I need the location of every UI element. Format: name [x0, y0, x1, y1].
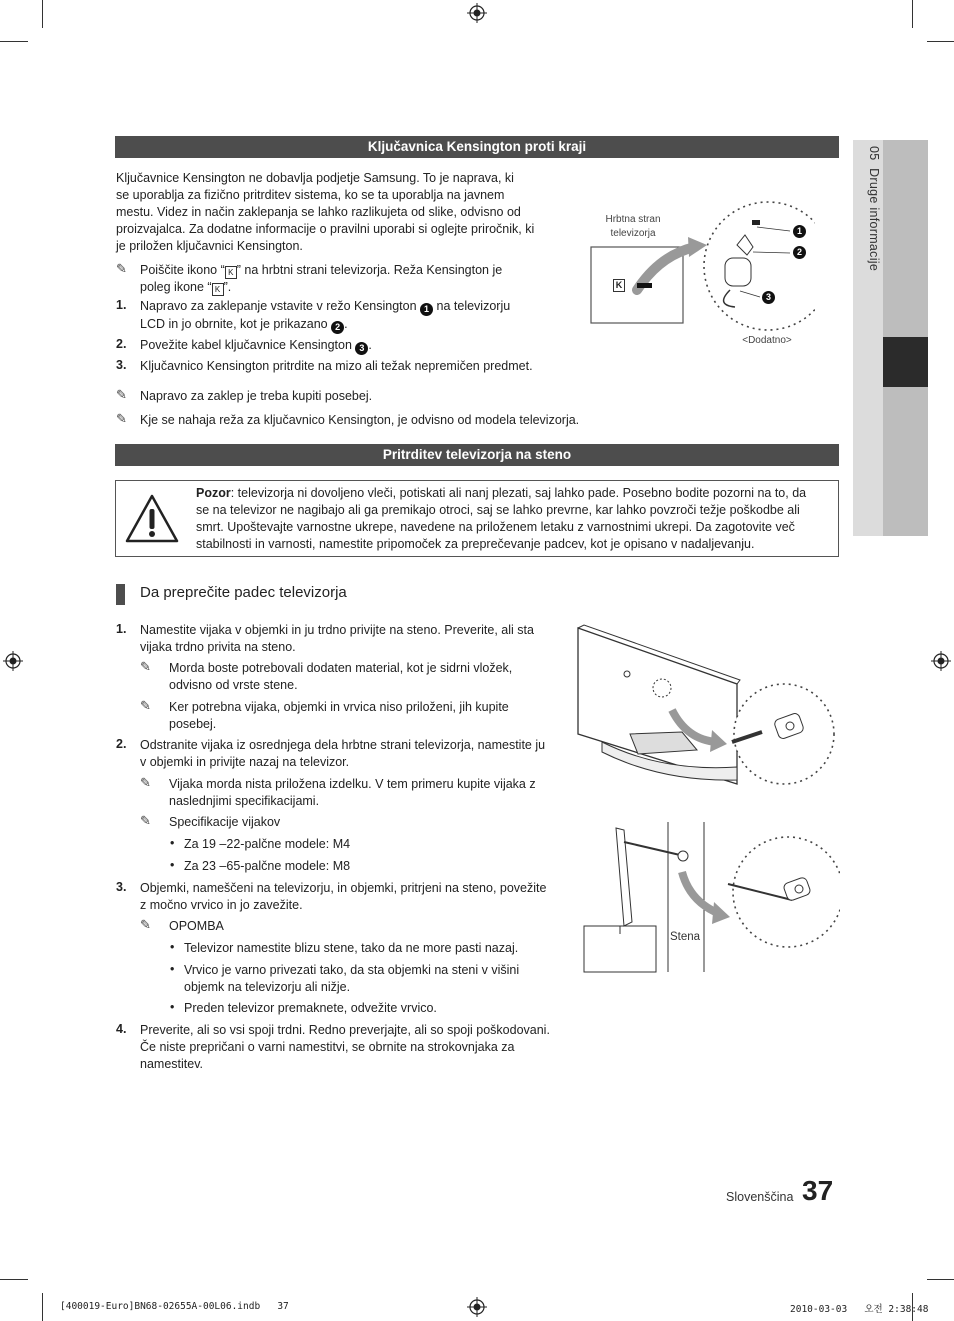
crop-mark	[912, 0, 913, 28]
section-title-wall-mount: Pritrditev televizorja na steno	[115, 444, 839, 466]
note-pencil-icon: ✎	[140, 813, 151, 828]
section-title-kensington: Ključavnica Kensington proti kraji	[115, 136, 839, 158]
intro-line: se uporablja za fizično pritrditev sistema, ko se ta uporablja na javnem	[116, 188, 505, 202]
warning-box	[115, 480, 839, 557]
wall-step-3-note: OPOMBA	[169, 919, 224, 933]
crop-mark	[927, 1279, 954, 1280]
step-number: 2.	[116, 737, 127, 751]
note-pencil-icon: ✎	[140, 775, 151, 790]
registration-mark-icon	[467, 1297, 487, 1317]
step-number: 1.	[116, 298, 127, 312]
note-bullet-1: Televizor namestite blizu stene, tako da ne more pasti nazaj.	[184, 941, 519, 955]
note-kensington-icon: Poiščite ikono “ K ” na hrbtni strani televizorja. Reža Kensington je poleg ikone “ K ”.	[140, 263, 503, 294]
intro-line: Ključavnice Kensington ne dobavlja podjetje Samsung. To je naprava, ki	[116, 171, 514, 185]
callout-3-icon: 3	[762, 291, 775, 304]
chapter-label	[861, 146, 881, 316]
callout-2-icon: 2	[331, 321, 344, 334]
crop-mark	[42, 1293, 43, 1321]
screw-spec-m4: Za 19 –22-palčne modele: M4	[184, 837, 351, 851]
figure-label-tv-back: Hrbtna stran televizorja	[605, 214, 661, 239]
crop-mark	[927, 41, 954, 42]
kensington-step-2: Povežite kabel ključavnice Kensington 3 .	[140, 338, 372, 353]
wall-step-3: Objemki, nameščeni na televizorju, in objemki, pritrjeni na steno, povežite z močno vrvico in jo zavežite.	[140, 881, 547, 912]
note-pencil-icon: ✎	[116, 387, 127, 402]
note-pencil-icon: ✎	[116, 411, 127, 426]
subheading-prevent-fall: Da preprečite padec televizorja	[140, 584, 347, 601]
chapter-title: Druge informacije	[867, 168, 881, 272]
bullet: •	[170, 836, 175, 850]
footer-language: Slovenščina	[726, 1190, 794, 1204]
step-number: 4.	[116, 1022, 127, 1036]
chapter-number: 05	[867, 146, 881, 161]
intro-line: proizvajalca. Za dodatne informacije o pravilni uporabi si oglejte priročnik, ki	[116, 222, 535, 236]
bullet: •	[170, 858, 175, 872]
wall-label: Stena	[670, 931, 701, 943]
callout-3-icon: 3	[355, 342, 368, 355]
registration-mark-icon	[931, 651, 951, 671]
warning-triangle-icon	[124, 493, 180, 545]
print-timestamp: 2010-03-03 오전 2:38:48	[790, 1304, 929, 1315]
registration-mark-icon	[467, 3, 487, 23]
step-number: 1.	[116, 622, 127, 636]
note-pencil-icon: ✎	[116, 261, 127, 276]
kensington-lock-icon: K	[613, 279, 625, 292]
callout-1-icon: 1	[793, 225, 806, 238]
crop-mark	[0, 1279, 28, 1280]
tv-back-bracket-diagram	[572, 622, 842, 792]
figure-caption-optional: <Dodatno>	[742, 335, 792, 346]
wall-step-2-note-2: Specifikacije vijakov	[169, 815, 281, 829]
kensington-lock-icon: K	[212, 283, 224, 296]
note-pencil-icon: ✎	[140, 917, 151, 932]
kensington-intro	[116, 170, 556, 255]
bullet: •	[170, 1000, 175, 1014]
note-purchase-separately: Napravo za zaklep je treba kupiti posebej.	[140, 389, 373, 403]
warning-text: Pozor: televizorja ni dovoljeno vleči, potiskati ali nanj plezati, saj lahko pade. Posebno bodite pozorni na to, da se na televizor ne nagibajo ali ga premikajo otroci, saj se lahko prevrne, kar lahko povzroči težje poškodbe ali smrt. Upoštevajte varnostne ukrepe, navedene na priloženem letaku z varnostnimi ukrepi. Da zagotovite več stabilnosti in varnosti, namestite pripomoček za preprečevanje padcev, kot je opisano v nadaljevanju.	[196, 486, 807, 551]
warning-label: Pozor	[196, 486, 231, 500]
subheading-marker	[116, 584, 125, 605]
intro-line: mestu. Videz in način zaklepanja se lahko razlikujeta od slike, odvisno od	[116, 205, 521, 219]
crop-mark	[42, 0, 43, 28]
callout-2-icon: 2	[793, 246, 806, 259]
print-file-info: [400019-Euro]BN68-02655A-00L06.indb 37	[60, 1301, 289, 1312]
wall-step-2-note-1: Vijaka morda nista priložena izdelku. V tem primeru kupite vijaka z naslednjimi specifikacijami.	[169, 777, 536, 808]
note-bullet-2: Vrvico je varno privezati tako, da sta objemki na steni v višini objemk na televizorju ali nižje.	[184, 963, 520, 994]
kensington-lock-icon: K	[225, 266, 237, 279]
page-number: 37	[802, 1175, 834, 1206]
wall-step-2: Odstranite vijaka iz osrednjega dela hrbtne strani televizorja, namestite ju v objemki in privijte nazaj na televizor.	[140, 738, 546, 769]
step-number: 3.	[116, 880, 127, 894]
bullet: •	[170, 962, 175, 976]
kensington-step-3: Ključavnico Kensington pritrdite na mizo ali težak nepremičen predmet.	[140, 359, 533, 373]
step-number: 2.	[116, 337, 127, 351]
kensington-lock-diagram	[585, 195, 815, 335]
step-number: 3.	[116, 358, 127, 372]
note-pencil-icon: ✎	[140, 659, 151, 674]
note-slot-location: Kje se nahaja reža za ključavnico Kensington, je odvisno od modela televizorja.	[140, 413, 580, 427]
wall-strap-diagram	[580, 822, 840, 974]
wall-step-1-note-2: Ker potrebna vijaka, objemki in vrvica niso priloženi, jih kupite posebej.	[169, 700, 509, 731]
wall-step-1-note-1: Morda boste potrebovali dodaten material, kot je sidrni vložek, odvisno od vrste stene.	[169, 661, 513, 692]
crop-mark	[0, 41, 28, 42]
callout-1-icon: 1	[420, 303, 433, 316]
note-pencil-icon: ✎	[140, 698, 151, 713]
registration-mark-icon	[3, 651, 23, 671]
intro-line: je priložen ključavnici Kensington.	[116, 239, 303, 253]
wall-step-1: Namestite vijaka v objemki in ju trdno privijte na steno. Preverite, ali sta vijaka trdno privita na steno.	[140, 623, 534, 654]
note-bullet-3: Preden televizor premaknete, odvežite vrvico.	[184, 1001, 437, 1015]
kensington-step-1: Napravo za zaklepanje vstavite v režo Kensington 1 na televizorju LCD in jo obrnite, kot je prikazano 2 .	[140, 299, 511, 332]
bullet: •	[170, 940, 175, 954]
chapter-side-tab-marker	[883, 337, 928, 387]
wall-step-4: Preverite, ali so vsi spoji trdni. Redno preverjajte, ali so spoji poškodovani. Če niste prepričani o varni namestitvi, se obrnite na strokovnjaka za namestitev.	[140, 1023, 550, 1071]
screw-spec-m8: Za 23 –65-palčne modele: M8	[184, 859, 351, 873]
